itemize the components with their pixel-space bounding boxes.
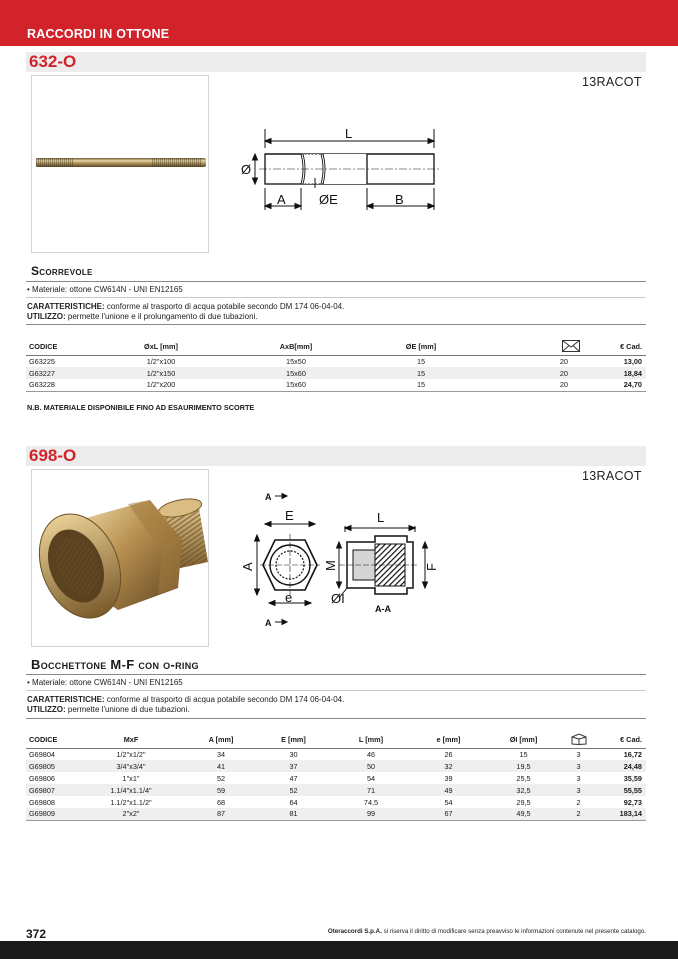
page-number: 372: [26, 927, 47, 941]
col-header: € Cad.: [620, 734, 642, 744]
col-header: E [mm]: [281, 734, 306, 744]
footer-band: [0, 941, 678, 959]
table-header-row: [26, 731, 646, 748]
characteristics-line: CARATTERISTICHE: conforme al trasporto di acqua potabile secondo DM 174 06-04-04.: [27, 695, 345, 704]
cell: 3: [561, 760, 596, 772]
divider: [26, 281, 646, 282]
cell: 15x60: [236, 367, 356, 379]
cell: 37: [256, 760, 331, 772]
cell: 32,5: [486, 784, 561, 796]
cell: 26: [444, 749, 453, 759]
cell: 39: [444, 773, 453, 783]
cell: 87: [186, 808, 256, 820]
cell: 1.1/4"x1.1/4": [76, 784, 186, 796]
cell: 99: [331, 808, 411, 820]
divider: [26, 690, 646, 691]
table-row: [26, 379, 646, 391]
col-header: L [mm]: [358, 734, 384, 744]
table-row: [26, 784, 646, 796]
cell: 71: [331, 784, 411, 796]
cell: G69806: [29, 773, 55, 783]
cell: 32: [411, 760, 486, 772]
cell: 1"x1": [122, 773, 140, 783]
price-cell: 13,00: [623, 356, 642, 366]
divider: [26, 718, 646, 719]
price-cell: 24,70: [586, 379, 646, 391]
cell: G63228: [26, 379, 86, 391]
table-row: [26, 367, 646, 379]
price-cell: 18,84: [586, 367, 646, 379]
dim-E: E: [285, 508, 294, 523]
dim-e: e: [285, 590, 293, 605]
cell: G63227: [26, 367, 86, 379]
category-code: 13RACOT: [582, 469, 642, 483]
cell: 15x60: [236, 379, 356, 391]
technical-drawing-632: [237, 126, 442, 216]
cell: 1/2"x200: [86, 379, 236, 391]
technical-drawing-698: [235, 490, 445, 630]
col-header: € Cad.: [620, 341, 642, 351]
cell: 46: [366, 749, 376, 759]
cell: 1/2"x1/2": [116, 749, 146, 759]
price-cell: 35,59: [623, 773, 642, 783]
characteristics-line: CARATTERISTICHE: conforme al trasporto di acqua potabile secondo DM 174 06-04-04.: [27, 302, 345, 311]
divider: [26, 297, 646, 298]
product-header: [26, 52, 646, 72]
cell: 67: [411, 808, 486, 820]
brass-union-image: [32, 470, 209, 647]
cell: 2: [561, 808, 596, 820]
cell: 3/4"x3/4": [76, 760, 186, 772]
package-envelope-icon: [486, 338, 586, 355]
cell: 20: [486, 367, 586, 379]
cell: 20: [559, 356, 568, 366]
cell: 3: [576, 749, 581, 759]
price-cell: 16,72: [623, 749, 642, 759]
dim-I: ØI: [331, 591, 345, 606]
section-A-bottom: A: [265, 618, 272, 628]
product-code: 632-O: [29, 52, 77, 71]
col-header: CODICE: [29, 341, 58, 351]
cell: 3: [561, 784, 596, 796]
cell: 15: [519, 749, 528, 759]
cell: 47: [289, 773, 298, 783]
price-cell: 92,73: [623, 797, 642, 807]
material-line: • Materiale: ottone CW614N - UNI EN12165: [27, 285, 183, 294]
col-header: e [mm]: [436, 734, 461, 744]
table-row: [26, 748, 646, 760]
cell: 1.1/2"x1.1/2": [110, 797, 152, 807]
cell: 15: [356, 379, 486, 391]
cell: 29,5: [516, 797, 531, 807]
spec-table-632: [26, 338, 646, 392]
table-row: [26, 796, 646, 808]
dim-L: L: [345, 126, 353, 141]
cell: 68: [216, 797, 226, 807]
price-cell: 183,14: [596, 808, 646, 820]
cell: 64: [289, 797, 298, 807]
cell: 20: [486, 379, 586, 391]
section-A-top: A: [265, 492, 272, 502]
cell: 34: [216, 749, 226, 759]
divider: [26, 674, 646, 675]
table-row: [26, 355, 646, 367]
dim-L: L: [377, 510, 385, 525]
category-code: 13RACOT: [582, 75, 642, 89]
package-box-icon: [561, 731, 596, 748]
cell: 59: [186, 784, 256, 796]
price-cell: 24,48: [596, 760, 646, 772]
spec-table-698: [26, 731, 646, 821]
price-cell: 55,55: [596, 784, 646, 796]
usage-line: UTILIZZO: permette l'unione e il prolungamento di due tubazioni.: [27, 312, 258, 321]
availability-note: N.B. MATERIALE DISPONIBILE FINO AD ESAURIMENTO SCORTE: [27, 403, 255, 412]
product-photo: [31, 75, 209, 253]
table-row: [26, 772, 646, 784]
cell: 52: [216, 773, 226, 783]
dim-A: A: [277, 192, 286, 207]
cell: 50: [331, 760, 411, 772]
dim-E: ØE: [319, 192, 338, 207]
page-title: RACCORDI IN OTTONE: [27, 27, 170, 41]
brass-pipe-image: [32, 76, 209, 253]
cell: 1/2"x100: [146, 356, 176, 366]
cell: 25,5: [516, 773, 531, 783]
section-AA: A-A: [375, 604, 391, 614]
cell: 15x50: [286, 356, 306, 366]
footer-disclaimer: Oteraccordi S.p.A. si riserva il diritto di modificare senza preavviso le informazioni contenute nel presente catalogo.: [327, 928, 646, 935]
col-header: ØxL [mm]: [144, 341, 178, 351]
cell: 49: [411, 784, 486, 796]
table-row: [26, 760, 646, 772]
cell: 30: [289, 749, 298, 759]
cell: G69807: [26, 784, 76, 796]
col-header: A [mm]: [208, 734, 234, 744]
product-title: Scorrevole: [31, 264, 93, 278]
cell: G69804: [29, 749, 55, 759]
dim-diameter: Ø: [241, 162, 252, 177]
cell: 54: [366, 773, 376, 783]
col-header: CODICE: [29, 734, 58, 744]
cell: 41: [186, 760, 256, 772]
cell: 74,5: [363, 797, 379, 807]
table-header-row: [26, 338, 646, 355]
cell: G69808: [29, 797, 55, 807]
cell: 54: [444, 797, 453, 807]
cell: 1/2"x150: [86, 367, 236, 379]
cell: G69809: [26, 808, 76, 820]
product-title: Bocchettone M-F con o-ring: [31, 657, 199, 672]
col-header: MxF: [123, 734, 139, 744]
cell: 15: [356, 367, 486, 379]
cell: 52: [256, 784, 331, 796]
cell: G63225: [29, 356, 55, 366]
col-header: AxB[mm]: [279, 341, 313, 351]
product-photo: [31, 469, 209, 647]
dim-F: F: [424, 563, 439, 571]
cell: 15: [416, 356, 426, 366]
col-header: ØE [mm]: [405, 341, 437, 351]
product-header: [26, 446, 646, 466]
divider: [26, 324, 646, 325]
table-row: [26, 808, 646, 820]
cell: 3: [576, 773, 581, 783]
usage-line: UTILIZZO: permette l'unione di due tubazioni.: [27, 705, 190, 714]
product-code: 698-O: [29, 446, 77, 465]
material-line: • Materiale: ottone CW614N - UNI EN12165: [27, 678, 183, 687]
dim-B: B: [395, 192, 404, 207]
cell: 49,5: [486, 808, 561, 820]
cell: 81: [256, 808, 331, 820]
cell: 2: [576, 797, 581, 807]
cell: 19,5: [486, 760, 561, 772]
cell: G69805: [26, 760, 76, 772]
dim-M: M: [323, 560, 338, 571]
dim-A: A: [240, 562, 255, 571]
col-header: ØI [mm]: [509, 734, 538, 744]
cell: 2"x2": [76, 808, 186, 820]
